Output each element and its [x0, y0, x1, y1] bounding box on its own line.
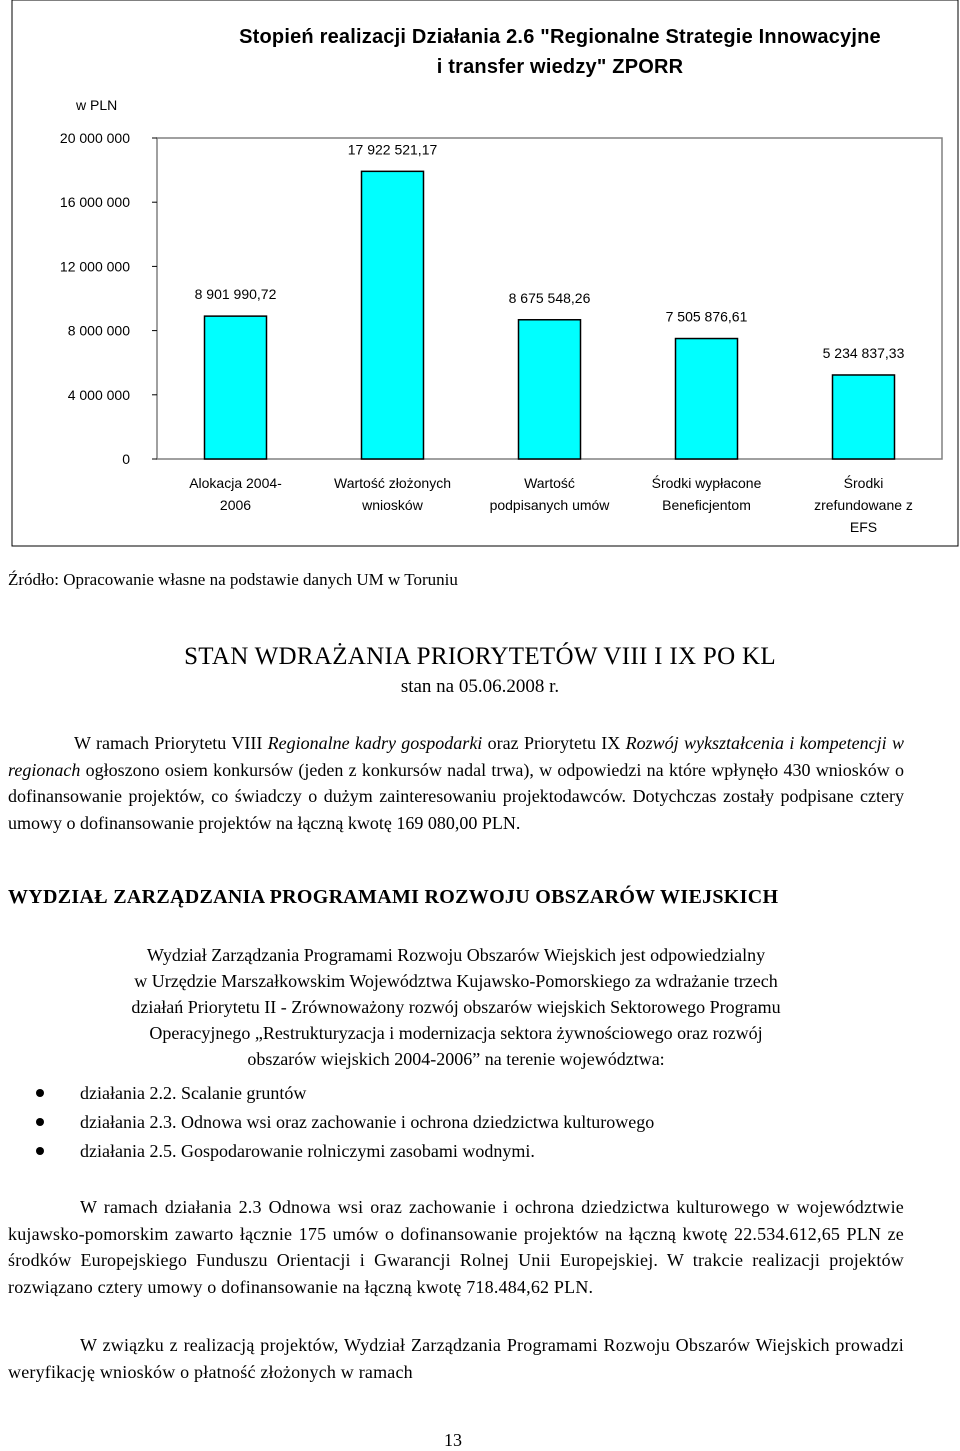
chart-title-line-1: Stopień realizacji Działania 2.6 "Regionalne Strategie Innowacyjne	[239, 26, 881, 48]
bar	[676, 339, 738, 459]
paragraph-text: W ramach Priorytetu VIII	[74, 733, 268, 753]
bullet-icon	[36, 1118, 44, 1126]
category-label: Wartość złożonych	[334, 475, 451, 491]
chart	[0, 0, 960, 548]
bar	[519, 320, 581, 459]
y-tick-label: 8 000 000	[67, 322, 130, 339]
paragraph-weryfikacja: W związku z realizacją projektów, Wydział Zarządzania Programami Rozwoju Obszarów Wiejskich prowadzi weryfikację wniosków o płatność złożonych w ramach	[8, 1335, 904, 1382]
category-label: Środki wypłacone	[651, 475, 762, 491]
paragraph-priorities	[8, 730, 904, 836]
category-label: Wartość	[524, 475, 575, 491]
section-title-stan: STAN WDRAŻANIA PRIORYTETÓW VIII I IX PO KL	[184, 643, 776, 670]
section-date: stan na 05.06.2008 r.	[400, 676, 560, 697]
y-tick-label: 4 000 000	[67, 386, 130, 403]
category-label: Środki	[843, 475, 884, 491]
source-note: Źródło: Opracowanie własne na podstawie danych UM w Toruniu	[8, 570, 458, 589]
list-item-text: działania 2.5. Gospodarowanie rolniczymi zasobami wodnymi.	[80, 1141, 535, 1161]
category-label: wniosków	[362, 497, 423, 513]
data-label: 5 234 837,33	[822, 344, 905, 361]
category-label: podpisanych umów	[489, 497, 610, 513]
data-label: 8 901 990,72	[194, 286, 277, 303]
category-label: Alokacja 2004-	[189, 475, 282, 491]
bullet-icon	[36, 1089, 44, 1097]
y-axis-unit-label: w PLN	[76, 97, 118, 113]
category-label: Beneficjentom	[662, 497, 751, 513]
intro-line: w Urzędzie Marszałkowskim Województwa Kujawsko-Pomorskiego za wdrażanie trzech	[134, 971, 778, 991]
category-label: 2006	[219, 497, 252, 513]
bar	[833, 375, 895, 459]
section-heading-wydzial: WYDZIAŁ ZARZĄDZANIA PROGRAMAMI ROZWOJU OBSZARÓW WIEJSKICH	[8, 886, 779, 908]
category-label: EFS	[849, 519, 878, 535]
intro-line: Operacyjnego „Restrukturyzacja i modernizacja sektora żywnościowego oraz rozwój	[149, 1023, 763, 1043]
list-item-text: działania 2.2. Scalanie gruntów	[80, 1083, 307, 1103]
bullet-icon	[36, 1147, 44, 1155]
bar	[205, 316, 267, 459]
chart-title-line-2: i transfer wiedzy" ZPORR	[436, 56, 684, 78]
y-tick-label: 0	[122, 451, 130, 467]
intro-line: Wydział Zarządzania Programami Rozwoju Obszarów Wiejskich jest odpowiedzialny	[146, 945, 766, 965]
chart-plot	[0, 0, 960, 548]
paragraph-wydzial-intro	[8, 942, 904, 1072]
paragraph-text: ogłoszono osiem konkursów (jeden z konkursów nadal trwa), w odpowiedzi na które wpłynęło 430 wniosków o dofinansowanie projektów, co świadczy o dużym zainteresowaniu projektodawców. Dotychczas zostały podpisane cztery umowy o dofinansowanie projektów na łączną kwotę 169 080,00 PLN.	[8, 759, 904, 833]
intro-line: działań Priorytetu II - Zrównoważony rozwój obszarów wiejskich Sektorowego Programu	[131, 997, 781, 1017]
priority-viii-name: Regionalne kadry gospodarki	[267, 733, 483, 753]
y-tick-label: 12 000 000	[59, 258, 130, 275]
intro-line: obszarów wiejskich 2004-2006” na terenie województwa:	[247, 1049, 665, 1069]
category-label: zrefundowane z	[814, 497, 913, 513]
data-label: 8 675 548,26	[508, 289, 591, 306]
y-tick-label: 20 000 000	[59, 130, 130, 146]
priority-ix-name: Rozwój wykształcenia i kompetencji w regionach	[8, 733, 904, 780]
paragraph-dzialanie-2-3: W ramach działania 2.3 Odnowa wsi oraz zachowanie i ochrona dziedzictwa kulturowego w województwie kujawsko-pomorskim zawarto łącznie 175 umów o dofinansowanie projektów na łączną kwotę 22.534.612,65 PLN ze środków Europejskiego Funduszu Orientacji i Gwarancji Rolnej Unii Europejskiej. W trakcie realizacji projektów rozwiązano cztery umowy o dofinansowanie na łączną kwotę 718.484,62 PLN.	[8, 1197, 904, 1297]
list-item-text: działania 2.3. Odnowa wsi oraz zachowanie i ochrona dziedzictwa kulturowego	[80, 1112, 655, 1132]
bar	[362, 171, 424, 459]
paragraph-text: oraz Priorytetu IX	[482, 733, 626, 753]
page-number: 13	[444, 1430, 462, 1450]
data-label: 7 505 876,61	[665, 308, 748, 325]
data-label: 17 922 521,17	[347, 141, 438, 158]
y-tick-label: 16 000 000	[59, 194, 130, 211]
